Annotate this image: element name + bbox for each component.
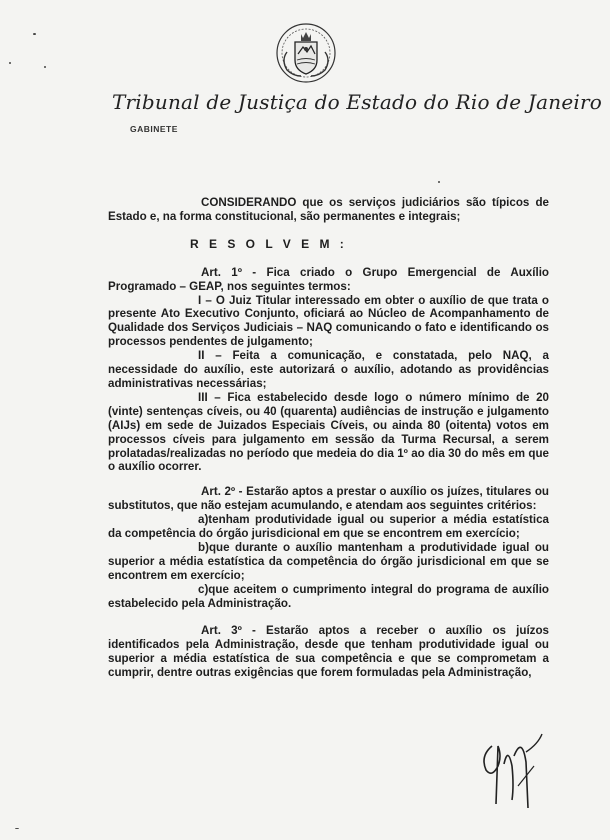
article-3: Art. 3º - Estarão aptos a receber o auxílio os juízos identificados pela Administração, desde que tenham produtividade igual ou superior a média estatística de sua competência e que se comprometam a cumprir, dentre outras exigências que forem formuladas pela Administração, bbox=[108, 624, 549, 680]
document-body bbox=[108, 196, 549, 680]
article-1: Art. 1º - Fica criado o Grupo Emergencial de Auxílio Programado – GEAP, nos seguintes termos: bbox=[108, 265, 549, 293]
article-2-item-b: b)que durante o auxílio mantenham a produtividade igual ou superior a média estatística da competência do órgão jurisdicional em que se encontrem em exercício; bbox=[108, 540, 549, 582]
considerando-paragraph: CONSIDERANDO que os serviços judiciários são típicos de Estado e, na forma constitucional, são permanentes e integrais; bbox=[108, 196, 549, 223]
scan-speck bbox=[9, 62, 11, 64]
court-title: Tribunal de Justiça do Estado do Rio de Janeiro bbox=[112, 90, 602, 114]
article-2-item-a: a)tenham produtividade igual ou superior a média estatística da competência do órgão jurisdicional em que se encontrem em exercício; bbox=[108, 513, 549, 541]
scan-speck bbox=[33, 33, 36, 35]
coat-of-arms-icon bbox=[275, 22, 337, 84]
article-2: Art. 2º - Estarão aptos a prestar o auxílio os juízes, titulares ou substitutos, que não estejam acumulando, e atendam aos seguintes critérios: bbox=[108, 485, 549, 513]
resolvem-heading: R E S O L V E M : bbox=[190, 236, 348, 251]
scan-speck bbox=[15, 828, 19, 829]
signature-icon bbox=[478, 726, 548, 816]
article-1-item-iii: III – Fica estabelecido desde logo o número mínimo de 20 (vinte) sentenças cíveis, ou 40 (quarenta) audiências de instrução e julgamento (AIJs) em sede de Juizados Especiais Cíveis, ou ainda 80 (oitenta) votos em processos cíveis para julgamento em sessão da Turma Recursal, a serem prolatadas/realizadas no período que medeia do dia 1º ao dia 30 do mês em que o auxílio ocorrer. bbox=[108, 390, 549, 474]
article-1-item-ii: II – Feita a comunicação, e constatada, pelo NAQ, a necessidade do auxílio, este autorizará o auxílio, adotando as providências administrativas necessárias; bbox=[108, 349, 549, 390]
article-2-item-c: c)que aceitem o cumprimento integral do programa de auxílio estabelecido pela Administração. bbox=[108, 582, 549, 610]
scan-speck bbox=[438, 181, 440, 183]
scan-speck bbox=[44, 66, 46, 68]
department-label: GABINETE bbox=[130, 124, 178, 134]
article-1-item-i: I – O Juiz Titular interessado em obter o auxílio de que trata o presente Ato Executivo Conjunto, oficiará ao Núcleo de Acompanhamento de Qualidade dos Serviços Judiciais – NAQ comunicando o fato e identificando os processos pendentes de julgamento; bbox=[108, 293, 549, 349]
